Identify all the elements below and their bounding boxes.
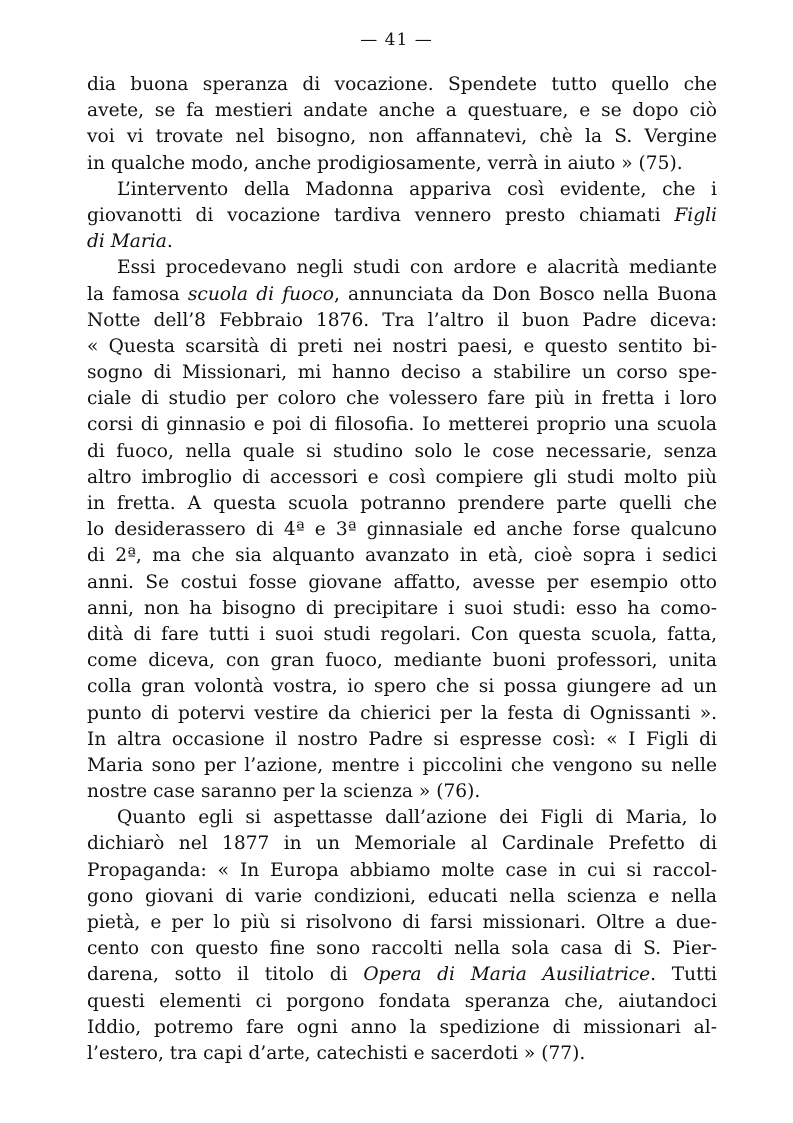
text-run: in fretta. A questa scuola potranno prendere parte quelli che — [87, 493, 717, 514]
text-line — [87, 412, 717, 438]
text-run: Propaganda: « In Europa abbiamo molte case in cui si raccol- — [87, 859, 717, 881]
body-text — [87, 72, 717, 1067]
text-run: In altra occasione il nostro Padre si espresse così: « I Figli di — [87, 728, 717, 750]
text-line — [87, 701, 717, 727]
text-line — [87, 282, 717, 308]
text-run: Essi procedevano negli studi con ardore e alacrità mediante — [117, 257, 717, 279]
text-run: . Tutti — [650, 964, 717, 986]
text-line — [87, 989, 717, 1015]
text-run: in qualche modo, anche prodigiosamente, verrà in aiuto » (75). — [87, 152, 683, 174]
text-line — [87, 936, 717, 962]
text-run: altro imbroglio di accessori e così compiere gli studi molto più — [87, 466, 717, 488]
text-run: , annunciata da Don Bosco nella Buona — [333, 283, 717, 305]
text-line — [87, 98, 717, 124]
text-line — [87, 386, 717, 412]
text-run: dichiarò nel 1877 in un Memoriale al Cardinale Prefetto di — [87, 833, 717, 855]
text-line — [87, 674, 717, 700]
text-run: gono giovani di varie condizioni, educati nella scienza e nella — [87, 885, 717, 907]
text-line — [87, 177, 717, 203]
text-run: anni, non ha bisogno di precipitare i suoi studi: esso ha como- — [87, 597, 717, 619]
text-run: sogno di Missionari, mi hanno deciso a stabilire un corso spe- — [87, 362, 717, 384]
text-line — [87, 439, 717, 465]
text-run: lo desiderassero di 4ª e 3ª ginnasiale ed anche forse qualcuno — [87, 519, 717, 541]
text-run: dia buona speranza di vocazione. Spendete tutto quello che — [87, 74, 717, 95]
text-line — [87, 962, 717, 988]
text-line — [87, 910, 717, 936]
text-line — [87, 72, 717, 98]
text-line — [87, 334, 717, 360]
text-run: nostre case saranno per la scienza » (76). — [87, 781, 481, 803]
text-line — [87, 1041, 717, 1067]
text-run: voi vi trovate nel bisogno, non affannatevi, chè la S. Vergine — [87, 126, 717, 148]
text-run: Notte dell’8 Febbraio 1876. Tra l’altro il buon Padre diceva: — [87, 309, 717, 331]
text-line — [87, 255, 717, 281]
text-run: « Questa scarsità di preti nei nostri paesi, e questo sentito bi- — [87, 335, 717, 357]
text-run: di fuoco, nella quale si studino solo le cose necessarie, senza — [87, 440, 717, 462]
text-run: cento con questo fine sono raccolti nella sola casa di S. Pier- — [87, 938, 717, 960]
text-line — [87, 727, 717, 753]
text-line — [87, 229, 717, 255]
text-run: punto di potervi vestire da chierici per la festa di Ognissanti ». — [87, 702, 717, 724]
italic-text: di Maria — [87, 231, 167, 253]
italic-text: scuola di fuoco — [187, 283, 334, 305]
text-run: di 2ª, ma che sia alquanto avanzato in età, cioè sopra i sedici — [87, 545, 717, 567]
text-run: giovanotti di vocazione tardiva vennero presto chiamati — [87, 204, 675, 226]
text-run: avete, se fa mestieri andate anche a questuare, e se dopo ciò — [87, 100, 717, 122]
text-line — [87, 570, 717, 596]
text-line — [87, 360, 717, 386]
text-line — [87, 308, 717, 334]
page-number: — 41 — — [360, 30, 433, 50]
text-line — [87, 491, 717, 517]
text-run: Quanto egli si aspettasse dall’azione dei Figli di Maria, lo — [117, 807, 717, 829]
text-line — [87, 884, 717, 910]
text-line — [87, 517, 717, 543]
text-run: dità di fare tutti i suoi studi regolari. Con questa scuola, fatta, — [87, 623, 717, 645]
text-line — [87, 805, 717, 831]
text-run: pietà, e per lo più si risolvono di farsi missionari. Oltre a due- — [87, 912, 717, 933]
text-run: l’estero, tra capi d’arte, catechisti e sacerdoti » (77). — [87, 1042, 586, 1064]
text-run: anni. Se costui fosse giovane affatto, avesse per esempio otto — [87, 571, 717, 593]
text-run: colla gran volontà vostra, io spero che si possa giungere ad un — [87, 676, 717, 698]
text-run: . — [166, 231, 173, 253]
text-run: come diceva, con gran fuoco, mediante buoni professori, unita — [87, 650, 717, 672]
text-line — [87, 1015, 717, 1041]
italic-text: Opera di Maria Ausiliatrice — [363, 964, 651, 986]
text-run: la famosa — [87, 283, 188, 305]
text-line — [87, 753, 717, 779]
text-line — [87, 831, 717, 857]
text-line — [87, 648, 717, 674]
text-run: darena, sotto il titolo di — [87, 964, 364, 986]
text-run: ciale di studio per coloro che volessero fare più in fretta i loro — [87, 388, 717, 410]
text-line — [87, 858, 717, 884]
text-run: L’intervento della Madonna appariva così evidente, che i — [117, 178, 717, 200]
text-run: Maria sono per l’azione, mentre i piccolini che vengono su nelle — [87, 754, 717, 776]
text-run: corsi di ginnasio e poi di filosofia. Io metterei proprio una scuola — [87, 414, 717, 436]
text-run: Iddio, potremo fare ogni anno la spedizione di missionari al- — [87, 1016, 717, 1038]
text-line — [87, 124, 717, 150]
text-line — [87, 151, 717, 177]
italic-text: Figli — [674, 204, 717, 226]
text-line — [87, 622, 717, 648]
text-line — [87, 203, 717, 229]
text-line — [87, 596, 717, 622]
text-line — [87, 465, 717, 491]
text-line — [87, 543, 717, 569]
text-line — [87, 779, 717, 805]
text-run: questi elementi ci porgono fondata speranza che, aiutandoci — [87, 990, 717, 1012]
